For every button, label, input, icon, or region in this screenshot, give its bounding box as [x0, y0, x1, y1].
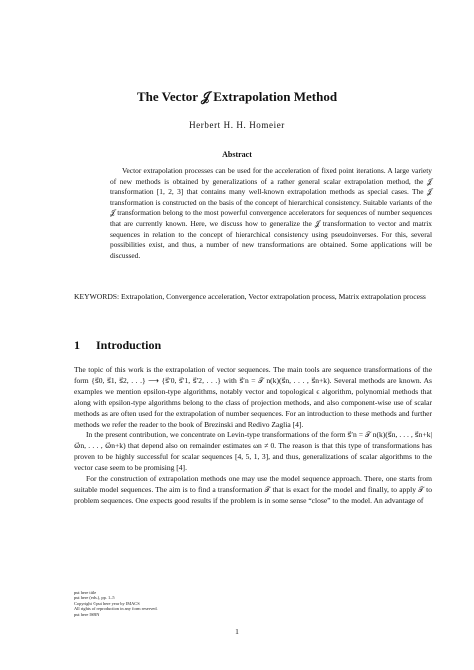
- paper-title: The Vector 𝒥 Extrapolation Method: [136, 89, 338, 104]
- body-paragraph: In the present contribution, we concentrate on Levin-type transformations of the form s⃗′n = 𝒯 n(k)(s⃗n, . . . , s⃗n+k|ω⃗n, . . . , ω⃗n+k) that depend also on remainder estimates ωn ≠ 0. The reason is that this type of transformations has proven to be highly successful for scalar sequences [4, 5, 1, 3], and thus, generalizations of scalar algorithms to the vector case seem to be promising [4].: [74, 430, 432, 473]
- footnote-line: put here (eds.), pp. 1–5: [74, 595, 115, 601]
- section-heading: [74, 338, 432, 353]
- section-body: [74, 365, 432, 507]
- abstract-heading: Abstract: [222, 150, 252, 159]
- footnote: [74, 590, 274, 617]
- page-number: 1: [235, 627, 239, 636]
- keywords: KEYWORDS: Extrapolation, Convergence acceleration, Vector extrapolation process, Matrix extrapolation process: [74, 292, 426, 301]
- footnote-line: put here title: [74, 590, 97, 595]
- body-paragraph: The topic of this work is the extrapolation of vector sequences. The main tools are sequence transformations of the form {s⃗0, s⃗1, s⃗2, . . .} ⟶ {s⃗′0, s⃗′1, s⃗′2, . . .} with s⃗′n = 𝒯 n(k)(s⃗n, . . . , s⃗n+k). Several methods are known. As examples we mention epsilon-type algorithms, notably vector and topological ϵ algorithm, polynomial methods that along with epsilon-type algorithms belong to the class of projection methods, and also component-wise use of scalar methods as are often used for the extrapolation of number sequences. For an introduction to these methods and further methods we refer the reader to the book of Brezinski and Redivo Zaglia [4].: [74, 365, 432, 429]
- section-title: Introduction: [96, 338, 162, 352]
- body-paragraph: For the construction of extrapolation methods one may use the model sequence approach. There, one starts from suitable model sequences. The aim is to find a transformation 𝒯 that is exact for the model and finally, to apply 𝒯 to problem sequences. One expects good results if the problem is in some sense “close” to the model. An advantage of: [74, 474, 432, 505]
- footnote-line: Copyright ©put here year by IMACS: [74, 600, 140, 606]
- footnote-line: All rights of reproduction in any form reserved.: [74, 606, 158, 612]
- section-number: 1: [74, 338, 80, 352]
- abstract-text: Vector extrapolation processes can be used for the acceleration of fixed point iterations. A large variety of new methods is obtained by generalizations of a rather general scalar extrapolation method, the 𝒥 transformation [1, 2, 3] that contains many well-known extrapolation methods as special cases. The 𝒥 transformation is constructed on the basis of the concept of hierarchical consistency. Suitable variants of the 𝒥 transformation belong to the most powerful convergence accelerators for sequences of number sequences that are currently known. Here, we discuss how to generalize the 𝒥 transformation to vector and matrix sequences in relation to the concept of hierarchical consistency using pseudoinverses. For this, several possibilities exist, and thus, a number of new transformations are obtained. Some applications will be discussed.: [110, 166, 432, 260]
- author-name: Herbert H. H. Homeier: [189, 120, 285, 130]
- footnote-line: put here ISBN: [74, 611, 100, 617]
